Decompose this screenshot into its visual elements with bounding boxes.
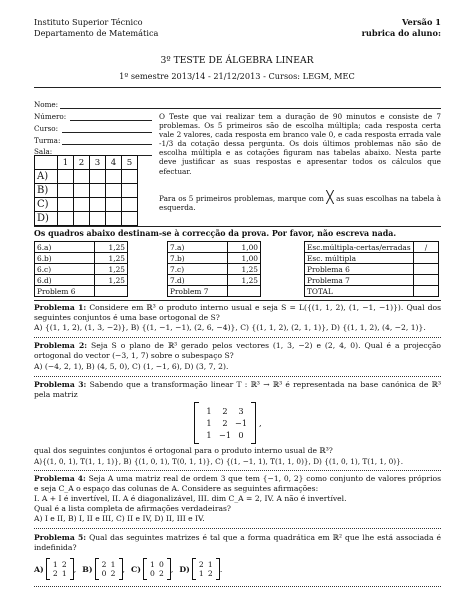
problem-4 bbox=[34, 474, 441, 493]
problem-3-options: A){(1, 0, 1), T(1, 1, 1)}, B) {(1, 0, 1), T(0, 1, 1)}, C) {(1, −1, 1), T(1, 1, 0)}, D) {(1, 0, 1), T(1, 1, 0)}. bbox=[34, 457, 404, 466]
problem-1-text: Considere em ℝ³ o produto interno usual e seja S = L({(1, 1, 2), (1, −1, −1)}). Qual dos seguintes conjuntos é uma base ortogonal de S? bbox=[34, 303, 441, 322]
answer-cell[interactable] bbox=[90, 184, 106, 198]
instructions-paragraph: O Teste que vai realizar tem a duração de 90 minutos e consiste de 7 problemas. Os 5 primeiros são de escolha múltipla; cada resposta certa vale 2 valores, cada resposta em branco vale 0, e cada resposta errada vale -1/3 da cotação dessa pergunta. Os dois últimos problemas não são de escolha múltipla e as cotações figuram nas tabelas abaixo. Nesta parte deve justificar as suas respostas e apresentar todos os cálculos que efectuar. bbox=[159, 112, 441, 176]
separator bbox=[34, 337, 441, 338]
answer-cell[interactable] bbox=[58, 170, 74, 184]
answer-row-b bbox=[35, 184, 138, 198]
score-row: Esc.múltipla-certas/erradas / bbox=[305, 242, 439, 253]
answer-cell[interactable] bbox=[122, 170, 138, 184]
department-name: Departamento de Matemática bbox=[34, 28, 159, 38]
score-row: TOTAL bbox=[305, 286, 439, 297]
class-field[interactable] bbox=[62, 144, 152, 145]
score-row: 6.c) 1,25 bbox=[35, 264, 128, 275]
problem-3-matrix bbox=[194, 402, 262, 444]
marking-instructions-end: as suas escolhas na tabela à esquerda. bbox=[159, 194, 441, 213]
course-field[interactable] bbox=[62, 132, 152, 133]
answer-col-1: 1 bbox=[58, 156, 74, 170]
signature-label: rubrica do aluno: bbox=[361, 28, 441, 38]
answer-cell[interactable] bbox=[106, 184, 122, 198]
separator bbox=[34, 586, 441, 587]
correction-heading: Os quadros abaixo destinam-se à correcção da prova. Por favor, não escreva nada. bbox=[34, 229, 397, 238]
answer-cell[interactable] bbox=[122, 184, 138, 198]
separator bbox=[34, 376, 441, 377]
matrix-right-bracket bbox=[251, 402, 256, 444]
title-divider bbox=[34, 87, 441, 88]
answer-cell[interactable] bbox=[58, 212, 74, 226]
problem-3-question: qual dos seguintes conjuntos é ortogonal para o produto interno usual de ℝ³? bbox=[34, 446, 333, 455]
matrix-entries: 1 2 3 1 2 −1 1 −1 0 bbox=[206, 406, 248, 440]
answer-cell[interactable] bbox=[90, 212, 106, 226]
problem-4-options: A) I e II, B) I, II e III, C) II e IV, D) II, III e IV. bbox=[34, 514, 205, 523]
problem-2-text: Seja S o plano de ℝ³ gerado pelos vectores (1, 3, −2) e (2, 4, 0). Qual é a projecção ortogonal do vector (−3, 1, 7) sobre o subespaço S? bbox=[34, 341, 441, 360]
score-row: 6.d) 1,25 bbox=[35, 275, 128, 286]
problem-4-statements: I. A + I é invertível, II. A é diagonalizável, III. dim C_A = 2, IV. A não é invertível. bbox=[34, 494, 347, 503]
problem-5-label: Problema 5: bbox=[34, 533, 87, 542]
problem-5-options: A) 1 2 2 1 , B) 2 1 0 2 , C) 1 0 0 2 , D) 2 1 1 2 . bbox=[34, 560, 223, 578]
correction-divider bbox=[34, 226, 441, 227]
problem-3 bbox=[34, 380, 441, 399]
answer-grid-header bbox=[35, 156, 138, 170]
problem-5-text: Qual das seguintes matrizes é tal que a forma quadrática em ℝ² que lhe está associada é indefinida? bbox=[34, 533, 441, 552]
problem-1-label: Problema 1: bbox=[34, 303, 87, 312]
score-row: Problema 7 bbox=[305, 275, 439, 286]
problem-5 bbox=[34, 533, 441, 552]
problem-1 bbox=[34, 303, 441, 322]
answer-cell[interactable] bbox=[122, 212, 138, 226]
problem-3-text: Sabendo que a transformação linear T : ℝ³ → ℝ³ é representada na base canónica de ℝ³ pela matriz bbox=[34, 380, 441, 399]
answer-cell[interactable] bbox=[106, 170, 122, 184]
marking-instructions-start: Para os 5 primeiros problemas, marque com bbox=[159, 194, 324, 203]
option-b-label: B) bbox=[82, 564, 93, 574]
answer-row-label: B) bbox=[35, 184, 58, 198]
problem-2 bbox=[34, 341, 441, 360]
version-label: Versão 1 bbox=[401, 17, 441, 27]
option-a-matrix: 1 2 2 1 bbox=[46, 558, 74, 580]
answer-cell[interactable] bbox=[58, 184, 74, 198]
page-title: 3º TESTE DE ÁLGEBRA LINEAR bbox=[160, 55, 314, 66]
answer-row-a bbox=[35, 170, 138, 184]
answer-col-3: 3 bbox=[90, 156, 106, 170]
score-row: 7.b) 1,00 bbox=[168, 253, 261, 264]
name-field[interactable] bbox=[60, 108, 441, 109]
option-b-matrix: 2 1 0 2 bbox=[95, 558, 123, 580]
name-label: Nome: bbox=[34, 100, 59, 109]
answer-grid bbox=[34, 155, 138, 226]
course-label: Curso: bbox=[34, 124, 59, 133]
marking-instructions bbox=[159, 192, 441, 212]
problems-divider bbox=[34, 300, 441, 301]
answer-cell[interactable] bbox=[90, 170, 106, 184]
score-row: Problema 6 bbox=[305, 264, 439, 275]
problem-2-label: Problema 2: bbox=[34, 341, 88, 350]
option-c-matrix: 1 0 0 2 bbox=[143, 558, 171, 580]
answer-cell[interactable] bbox=[106, 198, 122, 212]
answer-cell[interactable] bbox=[74, 184, 90, 198]
answer-row-label: A) bbox=[35, 170, 58, 184]
score-row: 6.a) 1,25 bbox=[35, 242, 128, 253]
score-row: 7.d) 1,25 bbox=[168, 275, 261, 286]
answer-col-5: 5 bbox=[122, 156, 138, 170]
answer-row-c bbox=[35, 198, 138, 212]
score-row: Problem 7 bbox=[168, 286, 261, 297]
problem6-score-table bbox=[34, 241, 128, 297]
score-row: 7.a) 1,00 bbox=[168, 242, 261, 253]
institution-name: Instituto Superior Técnico bbox=[34, 17, 143, 27]
matrix-comma: , bbox=[259, 418, 262, 428]
separator bbox=[34, 528, 441, 529]
answer-cell[interactable] bbox=[74, 198, 90, 212]
answer-cell[interactable] bbox=[122, 198, 138, 212]
answer-cell[interactable] bbox=[106, 212, 122, 226]
problem-4-question: Qual é a lista completa de afirmações verdadeiras? bbox=[34, 504, 231, 513]
answer-row-label: D) bbox=[35, 212, 58, 226]
class-label: Turma: bbox=[34, 136, 61, 145]
answer-row-d bbox=[35, 212, 138, 226]
room-label: Sala: bbox=[34, 147, 53, 156]
answer-grid-corner bbox=[35, 156, 58, 170]
problem-4-text: Seja A uma matriz real de ordem 3 que tem {−1, 0, 2} como conjunto de valores próprios e seja C_A o espaço das colunas de A. Considere as seguintes afirmações: bbox=[34, 474, 441, 493]
answer-cell[interactable] bbox=[74, 212, 90, 226]
cross-mark-icon: ╳ bbox=[326, 190, 334, 204]
answer-row-label: C) bbox=[35, 198, 58, 212]
score-row: 6.b) 1,25 bbox=[35, 253, 128, 264]
option-c-label: C) bbox=[131, 564, 141, 574]
answer-col-4: 4 bbox=[106, 156, 122, 170]
problem-2-options: A) (−4, 2, 1), B) (4, 5, 0), C) (1, −1, 6), D) (3, 7, 2). bbox=[34, 362, 229, 371]
option-a-label: A) bbox=[34, 564, 44, 574]
problem7-score-table bbox=[167, 241, 261, 297]
score-row: Esc. múltipla bbox=[305, 253, 439, 264]
number-field[interactable] bbox=[70, 120, 152, 121]
answer-cell[interactable] bbox=[58, 198, 74, 212]
answer-cell[interactable] bbox=[74, 170, 90, 184]
number-label: Número: bbox=[34, 112, 67, 121]
problem-1-options: A) {(1, 1, 2), (1, 3, −2)}, B) {(1, −1, −1), (2, 6, −4)}, C) {(1, 1, 2), (2, 1, 1)}, D) {(1, 1, 2), (4, −2, 1)}. bbox=[34, 323, 426, 332]
option-d-label: D) bbox=[179, 564, 190, 574]
problem-4-label: Problema 4: bbox=[34, 474, 86, 483]
option-d-matrix: 2 1 1 2 bbox=[192, 558, 220, 580]
page-subtitle: 1º semestre 2013/14 - 21/12/2013 - Cursos: LEGM, MEC bbox=[119, 71, 355, 81]
score-row: 7.c) 1,25 bbox=[168, 264, 261, 275]
problem-3-label: Problema 3: bbox=[34, 380, 87, 389]
total-score-table bbox=[304, 241, 439, 297]
score-row: Problem 6 bbox=[35, 286, 128, 297]
separator bbox=[34, 470, 441, 471]
answer-cell[interactable] bbox=[90, 198, 106, 212]
answer-col-2: 2 bbox=[74, 156, 90, 170]
